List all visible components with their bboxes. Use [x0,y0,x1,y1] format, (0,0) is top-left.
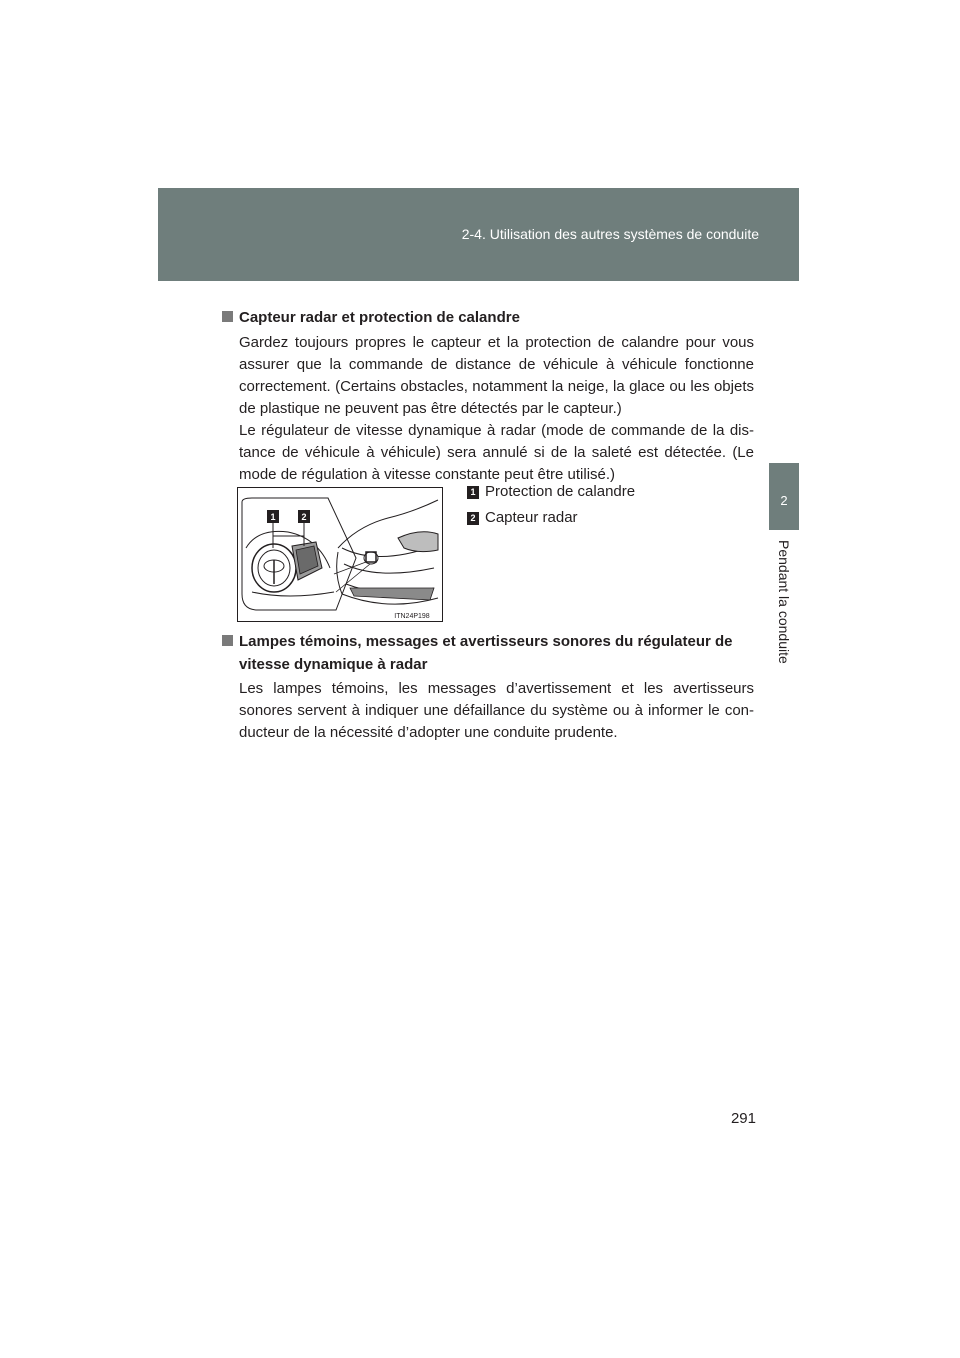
legend-label: Protection de calandre [485,483,636,500]
legend-number-badge: 1 [467,486,479,499]
chapter-label: Pendant la conduite [776,540,792,664]
legend-number-badge: 2 [467,512,479,525]
callout-1-label: 1 [270,512,276,522]
header-bar [158,188,799,281]
chapter-number: 2 [780,493,788,508]
section-heading [222,306,754,329]
legend-label: Capteur radar [485,509,578,526]
car-front-illustration [238,488,443,622]
callout-2-label: 2 [301,512,307,522]
bullet-square-icon [222,635,233,646]
section-heading [222,630,754,676]
body-paragraph: Les lampes témoins, les messages d’avertissement et les avertisseurs sonores servent à indiquer une défaillance du système ou à informer le con-ducteur de la nécessité d’adopter une conduite prudente. [239,680,754,741]
figure-code: ITN24P198 [394,613,430,620]
body-paragraph: Gardez toujours propres le capteur et la protection de calandre pour vous assurer que la commande de distance de véhicule à véhicule fonctionne correctement. (Certains obstacles, notamment la neige, la glace ou les objets de plastique ne peuvent pas être détectés par le capteur.) [239,334,754,417]
illustration-grille-radar [237,487,443,622]
chapter-tab [769,463,799,530]
section-heading-text: Capteur radar et protection de calandre [239,309,520,326]
bullet-square-icon [222,311,233,322]
body-paragraph: Le régulateur de vitesse dynamique à radar (mode de commande de la dis-tance de véhicule à véhicule) sera annulé si de la saleté est détectée. (Le mode de régulation à vitesse constante peut être utilisé.) [239,422,754,483]
page-number: 291 [730,1110,756,1127]
section-heading-text: Lampes témoins, messages et avertisseurs sonores du régulateur de vitesse dynamique à radar [239,633,733,673]
section-title: 2-4. Utilisation des autres systèmes de conduite [461,226,759,242]
